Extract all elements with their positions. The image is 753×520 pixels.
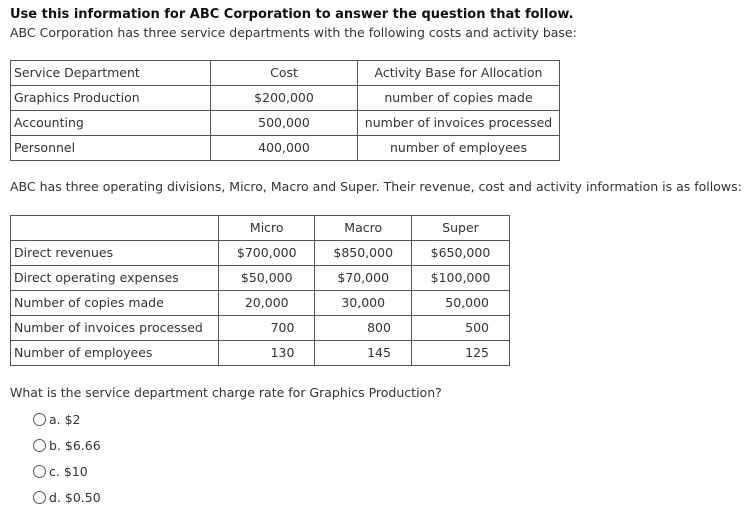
header-activity-base: Activity Base for Allocation [358, 61, 560, 86]
table-row [11, 316, 510, 341]
divisions-text: ABC has three operating divisions, Micro, Macro and Super. Their revenue, cost and activity information is as follows: [10, 179, 742, 194]
table-row [11, 341, 510, 366]
department-cell: Accounting [11, 111, 211, 136]
super-cell: 125 [411, 341, 509, 366]
option-label: a. $2 [49, 411, 81, 427]
super-cell: $100,000 [411, 266, 509, 291]
table-row [11, 86, 560, 111]
micro-cell: $700,000 [219, 241, 315, 266]
macro-cell: $70,000 [315, 266, 411, 291]
table-header-row [11, 61, 560, 86]
table-row [11, 111, 560, 136]
super-cell: 500 [411, 316, 509, 341]
header-micro: Micro [219, 216, 315, 241]
header-super: Super [411, 216, 509, 241]
option-d[interactable] [33, 484, 101, 510]
department-cell: Personnel [11, 136, 211, 161]
department-cell: Graphics Production [11, 86, 211, 111]
row-label: Number of employees [11, 341, 219, 366]
option-a[interactable] [33, 406, 101, 432]
table-header-row [11, 216, 510, 241]
row-label: Number of invoices processed [11, 316, 219, 341]
option-b[interactable] [33, 432, 101, 458]
heading: Use this information for ABC Corporation to answer the question that follow. [10, 7, 574, 22]
activity-base-cell: number of invoices processed [358, 111, 560, 136]
header-service-department: Service Department [11, 61, 211, 86]
option-label: d. $0.50 [49, 489, 101, 505]
header-cost: Cost [211, 61, 358, 86]
micro-cell: $50,000 [219, 266, 315, 291]
macro-cell: $850,000 [315, 241, 411, 266]
micro-cell: 130 [219, 341, 315, 366]
activity-base-cell: number of employees [358, 136, 560, 161]
radio-button-icon[interactable] [33, 465, 46, 478]
row-label: Number of copies made [11, 291, 219, 316]
option-label: b. $6.66 [49, 437, 101, 453]
header-macro: Macro [315, 216, 411, 241]
row-label: Direct operating expenses [11, 266, 219, 291]
super-cell: $650,000 [411, 241, 509, 266]
service-department-table [10, 60, 560, 161]
micro-cell: 700 [219, 316, 315, 341]
option-label: c. $10 [49, 463, 88, 479]
table-row [11, 241, 510, 266]
division-table [10, 215, 510, 366]
table-row [11, 291, 510, 316]
cost-cell: 400,000 [211, 136, 358, 161]
answer-options [33, 406, 101, 510]
intro-text: ABC Corporation has three service departments with the following costs and activity base: [10, 25, 577, 40]
table-row [11, 136, 560, 161]
activity-base-cell: number of copies made [358, 86, 560, 111]
row-label: Direct revenues [11, 241, 219, 266]
macro-cell: 800 [315, 316, 411, 341]
table-row [11, 266, 510, 291]
radio-button-icon[interactable] [33, 413, 46, 426]
macro-cell: 145 [315, 341, 411, 366]
macro-cell: 30,000 [315, 291, 411, 316]
header-blank [11, 216, 219, 241]
radio-button-icon[interactable] [33, 439, 46, 452]
cost-cell: 500,000 [211, 111, 358, 136]
radio-button-icon[interactable] [33, 491, 46, 504]
question-text: What is the service department charge rate for Graphics Production? [10, 385, 442, 400]
option-c[interactable] [33, 458, 101, 484]
micro-cell: 20,000 [219, 291, 315, 316]
super-cell: 50,000 [411, 291, 509, 316]
cost-cell: $200,000 [211, 86, 358, 111]
